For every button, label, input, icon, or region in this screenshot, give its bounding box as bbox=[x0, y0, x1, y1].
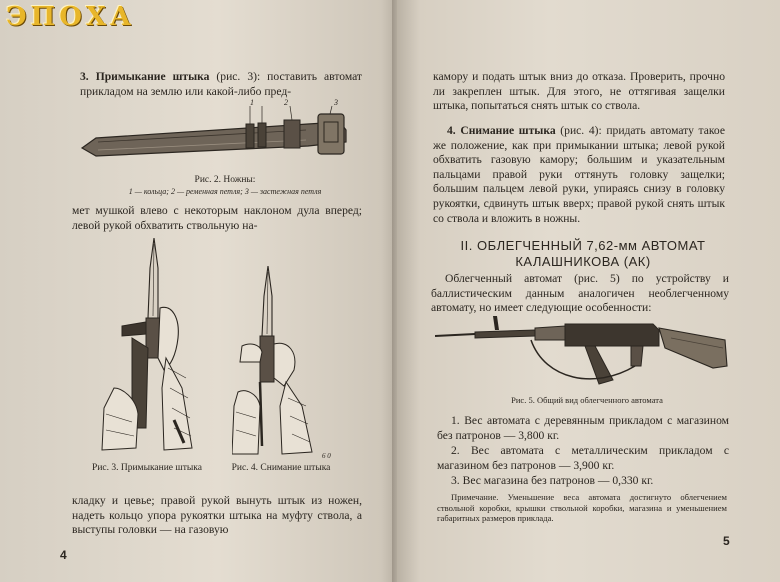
right-para-2: 4. Снимание штыка (рис. 4): придать автомату такое же положение, как при примыкании штыка; левой рукой обхватить газовую камору; большим и указательным пальцами правой руки оттянуть головку защелки; большим пальцем левой руки, упираясь снизу в головку рукоятки, сдвинуть штык вверх; правой рукой снять штык со ствола и вложить в ножны. bbox=[433, 124, 726, 225]
figure-mark: 6 0 bbox=[322, 452, 331, 460]
fig4-caption: Рис. 4. Снимание штыка bbox=[231, 463, 331, 473]
fig2-caption: Рис. 2. Ножны: bbox=[194, 175, 256, 185]
spec-item-1: 1. Вес автомата с деревянным прикладом с магазином без патронов — 3,800 кг. bbox=[437, 414, 729, 442]
fig3-caption: Рис. 3. Примыкание штыка bbox=[92, 463, 202, 473]
right-page-number: 5 bbox=[723, 534, 730, 548]
right-para-3: Облегченный автомат (рис. 5) по устройству и баллистическим данным аналогичен необлегченному автомату, но имеет следующие особенности: bbox=[431, 272, 729, 315]
left-para-1: 3. Примыкание штыка (рис. 3): поставить автомат прикладом на землю или какой-либо пред- bbox=[80, 70, 362, 98]
watermark-logo: ЭПОХА bbox=[6, 2, 136, 32]
left-page-number: 4 bbox=[60, 548, 67, 562]
fig2-label-2: 2 bbox=[284, 98, 288, 107]
fig5-caption: Рис. 5. Общий вид облегченного автомата bbox=[511, 395, 663, 405]
figure-3-attaching-bayonet bbox=[92, 238, 202, 458]
section-heading-line-2: КАЛАШНИКОВА (АК) bbox=[515, 254, 651, 269]
left-para-2: мет мушкой влево с некоторым наклоном дула вперед; левой рукой обхватить ствольную на- bbox=[72, 204, 362, 232]
section-heading-line-1: II. ОБЛЕГЧЕННЫЙ 7,62-мм АВТОМАТ bbox=[460, 238, 706, 253]
fig2-label-3: 3 bbox=[334, 98, 338, 107]
figure-2-scabbard bbox=[78, 100, 368, 172]
fig2-legend: 1 — кольца; 2 — ременная петля; 3 — застежная петля bbox=[128, 187, 322, 196]
right-page bbox=[397, 0, 780, 582]
left-para-3: кладку и цевье; правой рукой вынуть штык из ножен, надеть кольцо упора рукоятки штыка на муфту ствола, а выступы головки — на газовую bbox=[72, 494, 362, 537]
figure-4-removing-bayonet bbox=[232, 266, 332, 456]
note-text: Примечание. Уменьшение веса автомата достигнуто облегчением ствольной коробки, крышки ствольной коробки, магазина и уменьшением габаритных размеров приклада. bbox=[437, 492, 727, 524]
right-para-1: камору и подать штык вниз до отказа. Проверить, прочно ли закреплен штык. Для этого, не оттягивая защелки штыка, попытаться снять штык со ствола. bbox=[433, 70, 725, 113]
figure-5-rifle bbox=[435, 310, 735, 394]
spec-item-2: 2. Вес автомата с металлическим прикладом с магазином без патронов — 3,900 кг. bbox=[437, 444, 729, 472]
fig2-label-1: 1 bbox=[250, 98, 254, 107]
spec-item-3: 3. Вес магазина без патронов — 0,330 кг. bbox=[451, 474, 654, 487]
